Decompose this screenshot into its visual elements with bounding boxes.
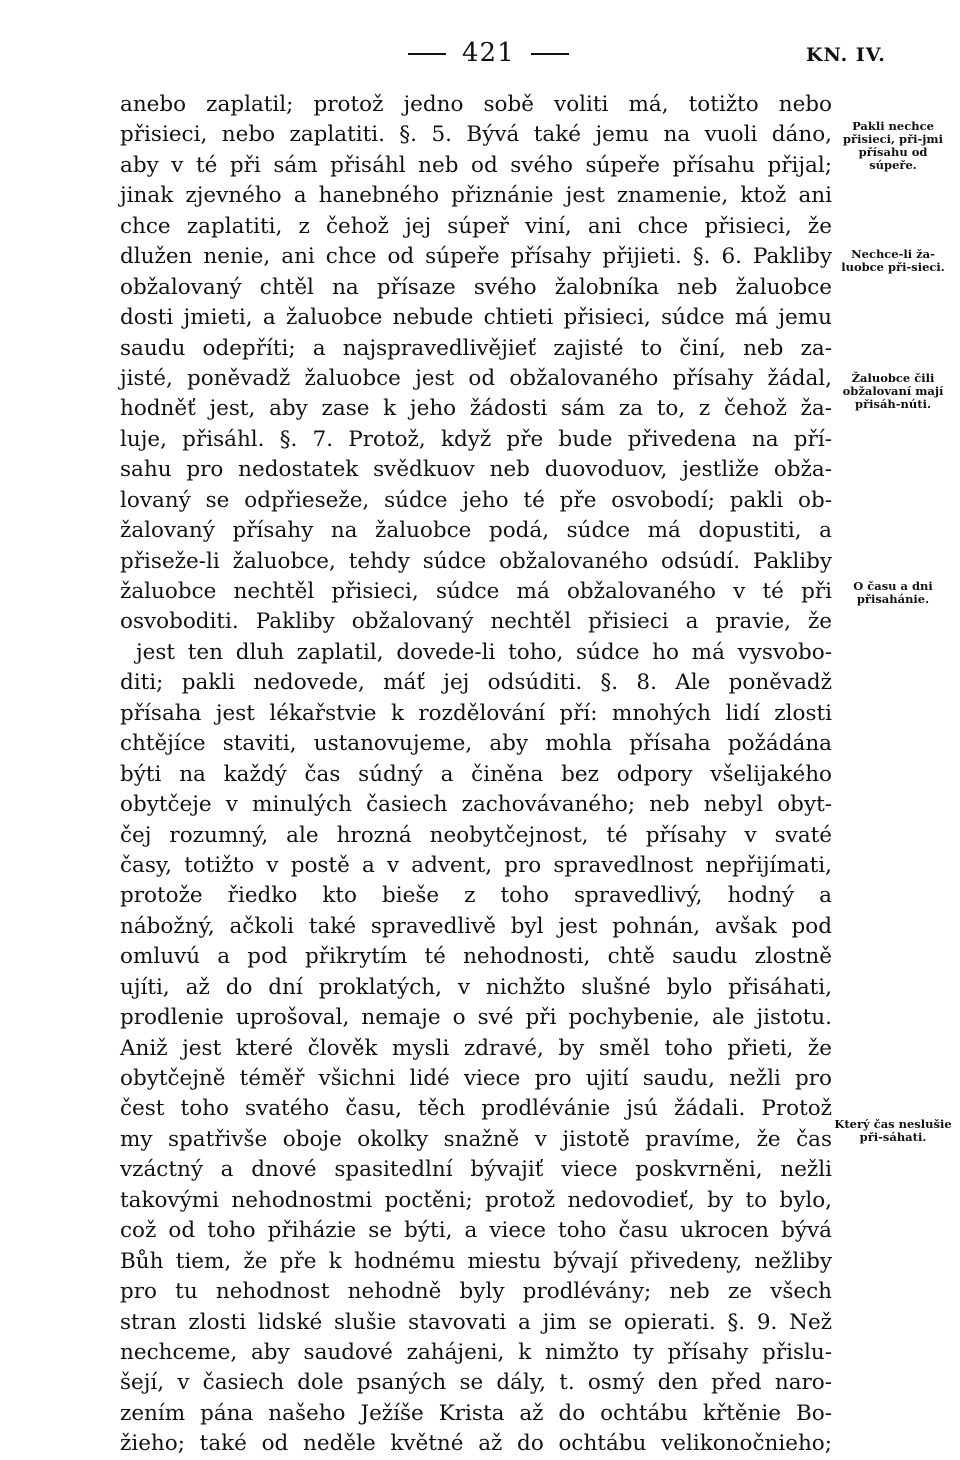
book-reference: KN. IV.	[806, 44, 886, 66]
text-line: přiseže-li žaluobce, tehdy súdce obžalovaného odsúdí. Pakliby	[120, 548, 832, 574]
text-line: pro tu nehodnost nehodně byly prodlévány; neb ze všech	[120, 1279, 832, 1305]
text-line: obytčeje v minulých časiech zachovávaného; neb nebyl obyt-	[120, 792, 832, 818]
text-line: jinak zjevného a hanebného přiznánie jest znamenie, ktož ani	[120, 183, 832, 209]
text-line: osvoboditi. Pakliby obžalovaný nechtěl přisieci a pravie, že	[120, 609, 832, 635]
text-line: jisté, poněvadž žaluobce jest od obžalovaného přísahy žádal,	[120, 365, 832, 391]
text-line: my spatřivše oboje okolky snažně v jistotě pravíme, že čas	[120, 1126, 832, 1152]
body-text	[120, 90, 832, 1460]
text-line: přisieci, nebo zaplatiti. §. 5. Bývá také jemu na vuoli dáno,	[120, 122, 832, 148]
text-line: což od toho přiházie se býti, a viece toho času ukrocen bývá	[120, 1218, 832, 1244]
text-line: lovaný se odpřieseže, súdce jeho té pře osvobodí; pakli ob-	[120, 487, 832, 513]
margin-note: Nechce-li ža-luobce při-sieci.	[841, 247, 945, 274]
text-line: žaluobce nechtěl přisieci, súdce má obžalovaného v té při	[120, 579, 832, 604]
text-line: vzáctný a dnové spasitedlní bývajiť viece poskvrněni, nežli	[120, 1157, 832, 1183]
text-line: anebo zaplatil; protož jedno sobě voliti má, totižto nebo	[120, 92, 832, 117]
text-line: diti; pakli nedovede, máť jej odsúditi. §. 8. Ale poněvadž	[120, 670, 832, 696]
text-line: sahu pro nedostatek svědkuov neb duovoduov, jestliže obža-	[120, 457, 832, 483]
text-line: chtějíce staviti, ustanovujeme, aby mohla přísaha požádána	[120, 731, 832, 757]
margin-note: O času a dni přisahánie.	[853, 579, 933, 606]
text-line: Bůh tiem, že pře k hodnému miestu bývají přivedeny, nežliby	[120, 1248, 832, 1274]
text-line: nábožný, ačkoli také spravedlivě byl jest pohnán, avšak pod	[120, 913, 832, 939]
text-line: žalovaný přísahy na žaluobce podá, súdce má dopustiti, a	[120, 518, 832, 544]
text-line: takovými nehodnostmi poctěni; protož nedovodieť, by to bylo,	[120, 1187, 832, 1213]
text-line: prodlenie uprošoval, nemaje o své při pochybenie, ale jistotu.	[120, 1005, 832, 1031]
margin-note: Který čas neslušie při-sáhati.	[834, 1117, 952, 1144]
text-line: přísaha jest lékařstvie k rozdělování pří: mnohých lidí zlosti	[120, 700, 832, 726]
text-line: chce zaplatiti, z čehož jej súpeř viní, ani chce přisieci, že	[120, 213, 832, 239]
text-line: dlužen nenie, ani chce od súpeře přísahy přijieti. §. 6. Pakliby	[120, 244, 832, 270]
page-header	[0, 38, 960, 72]
text-line: aby v té při sám přisáhl neb od svého súpeře přísahu přijal;	[120, 152, 832, 178]
text-line: nechceme, aby saudové zahájeni, k nimžto ty přísahy přislu-	[120, 1339, 832, 1365]
text-line: ujíti, až do dní proklatých, v nichžto slušné bylo přisáhati,	[120, 974, 832, 1000]
text-line: čest toho svatého času, těch prodlévánie jsú žádali. Protož	[120, 1096, 832, 1122]
text-line: luje, přisáhl. §. 7. Protož, když pře bude přivedena na pří-	[120, 426, 832, 452]
text-line: čej rozumný, ale hrozná neobytčejnost, té přísahy v svaté	[120, 822, 832, 848]
text-line: omluvú a pod přikrytím té nehodnosti, chtě saudu zlostně	[120, 944, 832, 970]
text-line: hodněť jest, aby zase k jeho žádosti sám za to, z čehož ža-	[120, 396, 832, 422]
text-line: zením pána našeho Ježíše Krista až do ochtábu křtěnie Bo-	[120, 1400, 832, 1426]
text-line: stran zlosti lidské slušie stavovati a jim se opierati. §. 9. Než	[120, 1309, 832, 1335]
page-number: 421	[392, 38, 585, 68]
text-line: obytčejně téměř všichni lidé viece pro ujití saudu, nežli pro	[120, 1066, 832, 1091]
text-line: obžalovaný chtěl na přísaze svého žalobníka neb žaluobce	[120, 274, 832, 300]
text-line: saudu odepříti; a najspravedlivějieť zajisté to činí, neb za-	[120, 335, 832, 361]
text-line: Aniž jest které člověk mysli zdravé, by směl toho přieti, že	[120, 1035, 832, 1061]
margin-note: Žaluobce čili obžalovaní mají přisáh-núti.	[842, 371, 944, 411]
text-line: šejí, v časiech dole psaných se dály, t. osmý den před naro-	[120, 1370, 832, 1396]
text-line: protože řiedko kto bieše z toho spravedlivý, hodný a	[120, 883, 832, 909]
text-line: žieho; také od neděle květné až do ochtábu velikonočnieho;	[120, 1431, 832, 1457]
text-line: časy, totižto v postě a v advent, pro spravedlnost nepřijímati,	[120, 852, 832, 878]
text-line: býti na každý čas súdný a činěna bez odpory všelijakého	[120, 761, 832, 787]
text-line: dosti jmieti, a žaluobce nebude chtieti přisieci, súdce má jemu	[120, 305, 832, 331]
text-line: jest ten dluh zaplatil, dovede-li toho, súdce ho má vysvobo-	[136, 639, 832, 665]
margin-note: Pakli nechce přisieci, při-jmi přísahu od súpeře.	[843, 119, 943, 172]
